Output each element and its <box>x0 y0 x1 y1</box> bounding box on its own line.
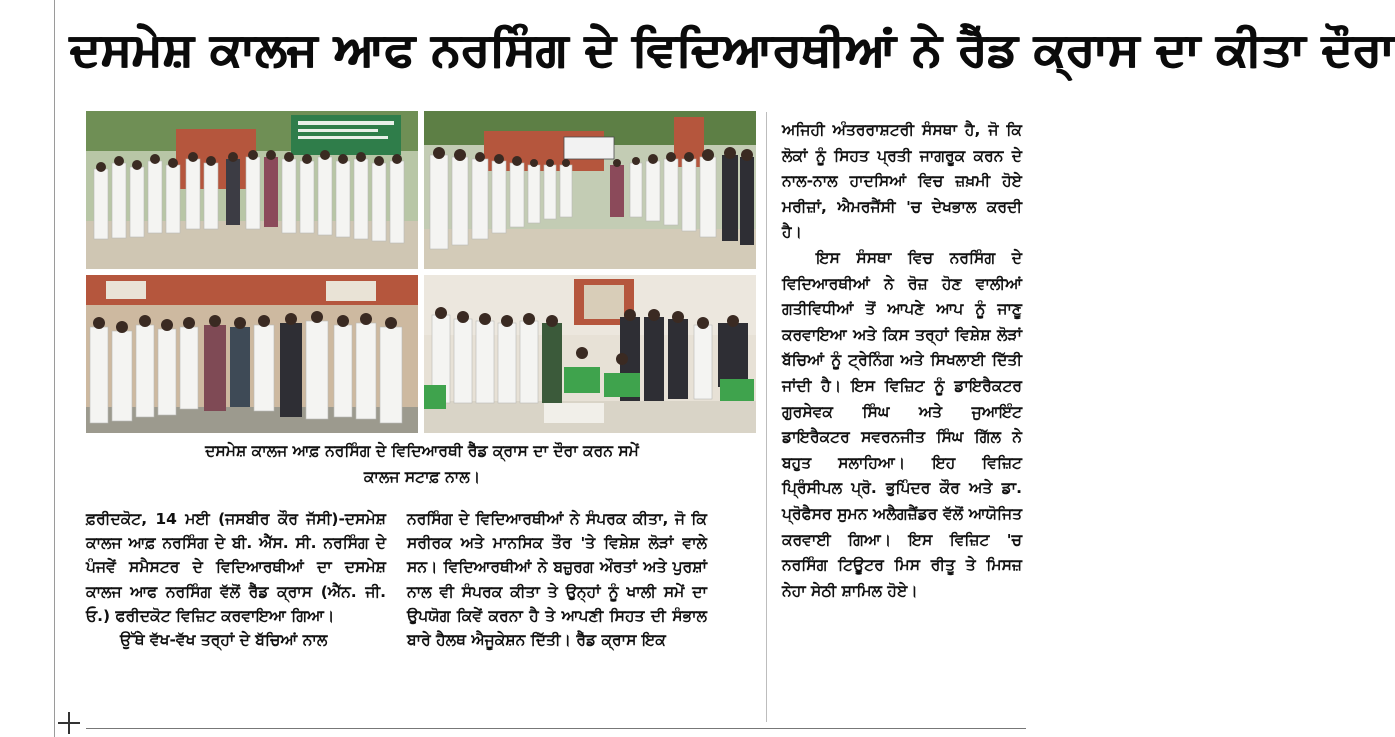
photo-group-at-gate <box>86 111 418 269</box>
bottom-rule <box>86 728 1026 729</box>
registration-mark-icon <box>58 712 80 734</box>
page-margin-line <box>54 0 55 737</box>
article-paragraph: ਇਸ ਸੰਸਥਾ ਵਿਚ ਨਰਸਿੰਗ ਦੇ ਵਿਦਿਆਰਥੀਆਂ ਨੇ ਰੋਜ਼ ਹੋਣ ਵਾਲੀਆਂ ਗਤੀਵਿਧੀਆਂ ਤੋਂ ਆਪਣੇ ਆਪ ਨੂੰ ਜਾਣੂ ਕਰਵਾਇਆ ਅਤੇ ਕਿਸ ਤਰ੍ਹਾਂ ਵਿਸ਼ੇਸ਼ ਲੋੜਾਂ ਬੱਚਿਆਂ ਨੂੰ ਟ੍ਰੇਨਿੰਗ ਅਤੇ ਸਿਖਲਾਈ ਦਿੱਤੀ ਜਾਂਦੀ ਹੈ। ਇਸ ਵਿਜ਼ਿਟ ਨੂੰ ਡਾਇਰੈਕਟਰ ਗੁਰਸੇਵਕ ਸਿੰਘ ਅਤੇ ਜੁਆਇੰਟ ਡਾਇਰੈਕਟਰ ਸਵਰਨਜੀਤ ਸਿੰਘ ਗਿੱਲ ਨੇ ਬਹੁਤ ਸਲਾਹਿਆ। ਇਹ ਵਿਜ਼ਿਟ ਪ੍ਰਿੰਸੀਪਲ ਪ੍ਰੋ. ਭੁਪਿੰਦਰ ਕੌਰ ਅਤੇ ਡਾ. ਪ੍ਰੋਫੈਸਰ ਸੁਮਨ ਅਲੈਗਜ਼ੈਂਡਰ ਵੱਲੋਂ ਆਯੋਜਿਤ ਕਰਵਾਈ ਗਿਆ। ਇਸ ਵਿਜ਼ਿਟ 'ਚ ਨਰਸਿੰਗ ਟਿਊਟਰ ਮਿਸ ਰੀਤੂ ਤੇ ਮਿਸਜ਼ ਨੇਹਾ ਸੇਠੀ ਸ਼ਾਮਿਲ ਹੋਏ। <box>782 248 1022 600</box>
caption-line-1: ਦਸਮੇਸ਼ ਕਾਲਜ ਆਫ਼ ਨਰਸਿੰਗ ਦੇ ਵਿਦਿਆਰਥੀ ਰੈੱਡ ਕ੍ਰਾਸ ਦਾ ਦੌਰਾ ਕਰਨ ਸਮੇਂ <box>205 442 639 460</box>
article-paragraph: ਅਜਿਹੀ ਅੰਤਰਰਾਸ਼ਟਰੀ ਸੰਸਥਾ ਹੈ, ਜੋ ਕਿ ਲੋਕਾਂ ਨੂੰ ਸਿਹਤ ਪ੍ਰਤੀ ਜਾਗਰੂਕ ਕਰਨ ਦੇ ਨਾਲ-ਨਾਲ ਹਾਦਸਿਆਂ ਵਿਚ ਜ਼ਖ਼ਮੀ ਹੋਏ ਮਰੀਜ਼ਾਂ, ਐਮਰਜੈਂਸੀ 'ਚ ਦੇਖਭਾਲ ਕਰਦੀ ਹੈ। <box>782 121 1022 242</box>
column-divider <box>766 112 767 722</box>
photo-classroom-visit <box>424 275 756 433</box>
article-column-right <box>782 118 1022 604</box>
photo-caption <box>86 438 758 490</box>
article-paragraph: ਨਰਸਿੰਗ ਦੇ ਵਿਦਿਆਰਥੀਆਂ ਨੇ ਸੰਪਰਕ ਕੀਤਾ, ਜੋ ਕਿ ਸਰੀਰਕ ਅਤੇ ਮਾਨਸਿਕ ਤੌਰ 'ਤੇ ਵਿਸ਼ੇਸ਼ ਲੋੜਾਂ ਵਾਲੇ ਸਨ। ਵਿਦਿਆਰਥੀਆਂ ਨੇ ਬਜ਼ੁਰਗ ਔਰਤਾਂ ਅਤੇ ਪੁਰਸ਼ਾਂ ਨਾਲ ਵੀ ਸੰਪਰਕ ਕੀਤਾ ਤੇ ਉਨ੍ਹਾਂ ਨੂੰ ਖਾਲੀ ਸਮੇਂ ਦਾ ਉਪਯੋਗ ਕਿਵੇਂ ਕਰਨਾ ਹੈ ਤੇ ਆਪਣੀ ਸਿਹਤ ਦੀ ਸੰਭਾਲ ਬਾਰੇ ਹੈਲਥ ਐਜੂਕੇਸ਼ਨ ਦਿੱਤੀ। ਰੈੱਡ ਕ੍ਰਾਸ ਇਕ <box>407 510 707 650</box>
photo-group-courtyard <box>86 275 418 433</box>
photo-students-line <box>424 111 756 269</box>
caption-line-2: ਕਾਲਜ ਸਟਾਫ਼ ਨਾਲ। <box>363 468 481 486</box>
article-column-middle <box>407 507 707 652</box>
photo-collage <box>86 111 758 433</box>
article-paragraph: ਉੱਥੇ ਵੱਖ-ਵੱਖ ਤਰ੍ਹਾਂ ਦੇ ਬੱਚਿਆਂ ਨਾਲ <box>120 631 328 650</box>
article-paragraph: ਫ਼ਰੀਦਕੋਟ, 14 ਮਈ (ਜਸਬੀਰ ਕੌਰ ਜੱਸੀ)-ਦਸਮੇਸ਼ ਕਾਲਜ ਆਫ਼ ਨਰਸਿੰਗ ਦੇ ਬੀ. ਐੱਸ. ਸੀ. ਨਰਸਿੰਗ ਦੇ ਪੰਜਵੇਂ ਸਮੈਸਟਰ ਦੇ ਵਿਦਿਆਰਥੀਆਂ ਦਾ ਦਸਮੇਸ਼ ਕਾਲਜ ਆਫ ਨਰਸਿੰਗ ਵੱਲੋਂ ਰੈੱਡ ਕ੍ਰਾਸ (ਐੱਨ. ਜੀ. ਓ.) ਫਰੀਦਕੋਟ ਵਿਜ਼ਿਟ ਕਰਵਾਇਆ ਗਿਆ। <box>86 510 386 625</box>
headline: ਦਸਮੇਸ਼ ਕਾਲਜ ਆਫ ਨਰਸਿੰਗ ਦੇ ਵਿਦਿਆਰਥੀਆਂ ਨੇ ਰੈੱਡ ਕ੍ਰਾਸ ਦਾ ਕੀਤਾ ਦੌਰਾ <box>70 22 1395 76</box>
article-column-left <box>86 507 386 652</box>
